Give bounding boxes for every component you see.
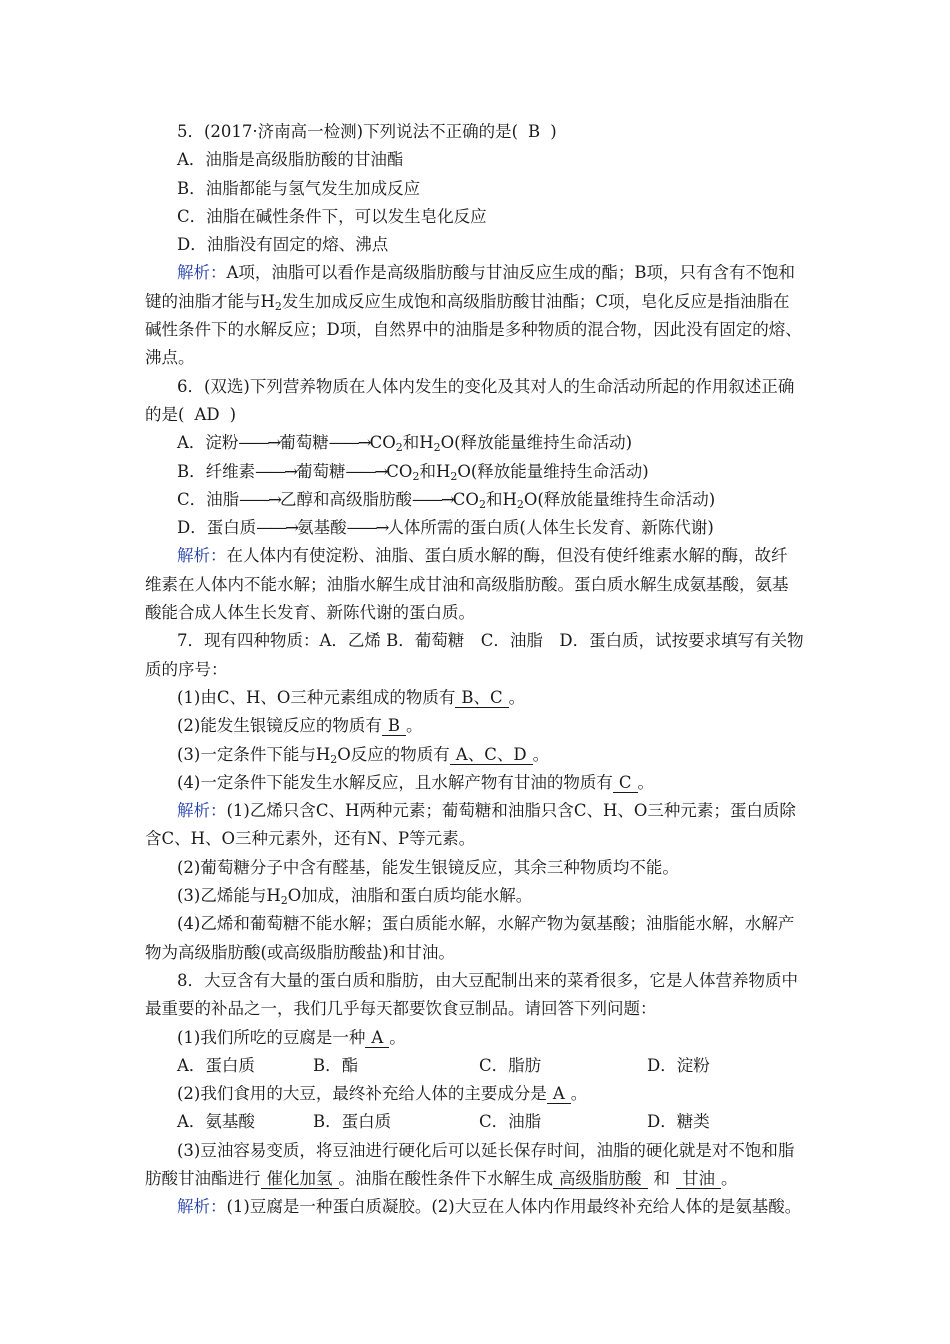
arrow-icon: ——→ bbox=[256, 518, 298, 538]
text: 。 bbox=[508, 687, 526, 707]
q8-answer-1: A bbox=[365, 1029, 389, 1048]
explanation-label: 解析： bbox=[177, 1197, 227, 1217]
q8-options-1 bbox=[145, 1052, 825, 1080]
q8-option-d: D．淀粉 bbox=[647, 1055, 710, 1075]
text: O反应的物质有 bbox=[337, 744, 450, 764]
q6-explanation-line: 维素在人体内不能水解；油脂水解生成甘油和高级脂肪酸。蛋白质水解生成氨基酸，氨基 bbox=[145, 574, 789, 594]
q8-part-3: (3)豆油容易变质，将豆油进行硬化后可以延长保存时间，油脂的硬化就是对不饱和脂 bbox=[177, 1140, 795, 1160]
text: A．淀粉 bbox=[177, 433, 239, 453]
text: 人体所需的蛋白质(人体生长发育、新陈代谢) bbox=[387, 518, 714, 538]
q8-options-2 bbox=[145, 1108, 825, 1136]
explanation-text: (1)豆腐是一种蛋白质凝胶。(2)大豆在人体内作用最终补充给人体的是氨基酸。 bbox=[226, 1197, 802, 1217]
text: (3)乙烯能与H bbox=[177, 886, 281, 906]
text: O(释放能量维持生命活动) bbox=[523, 489, 716, 509]
q8-answer-3a: 催化加氢 bbox=[261, 1170, 339, 1189]
text: 葡萄糖 bbox=[295, 461, 346, 481]
q7-explanation-line: (4)乙烯和葡萄糖不能水解；蛋白质能水解，水解产物为氨基酸；油脂能水解，水解产 bbox=[177, 914, 795, 934]
q7-explanation-line: 物为高级脂肪酸(或高级脂肪酸盐)和甘油。 bbox=[145, 942, 455, 962]
q7-stem-line: 质的序号： bbox=[145, 659, 228, 679]
subscript: 2 bbox=[280, 894, 288, 908]
arrow-icon: ——→ bbox=[238, 433, 280, 453]
q5-option-a: A．油脂是高级脂肪酸的甘油酯 bbox=[177, 150, 404, 170]
q5-option-c: C．油脂在碱性条件下，可以发生皂化反应 bbox=[177, 206, 487, 226]
arrow-icon: ——→ bbox=[239, 489, 280, 509]
text: 。 bbox=[532, 744, 550, 764]
q5-explanation-line: 碱性条件下的水解反应；D项，自然界中的油脂是多种物质的混合物，因此没有固定的熔、 bbox=[145, 320, 802, 340]
explanation-label: 解析： bbox=[177, 801, 227, 821]
q5-option-d: D．油脂没有固定的熔、沸点 bbox=[177, 235, 389, 255]
q7-explanation-line: 含C、H、O三种元素外，还有N、P等元素。 bbox=[145, 829, 476, 849]
q8-answer-3c: 甘油 bbox=[676, 1170, 721, 1189]
text: 。 bbox=[570, 1084, 588, 1104]
text: CO bbox=[369, 433, 396, 453]
q5-stem-text: 5．(2017·济南高一检测)下列说法不正确的是( bbox=[177, 122, 519, 141]
arrow-icon: ——→ bbox=[345, 461, 387, 481]
q8-option-b: B．蛋白质 bbox=[313, 1112, 392, 1132]
subscript: 2 bbox=[412, 469, 420, 483]
q8-answer-2: A bbox=[547, 1085, 571, 1104]
q7-explanation bbox=[145, 797, 825, 825]
text: 。油脂在酸性条件下水解生成 bbox=[338, 1168, 553, 1188]
q7-answer-2: B bbox=[382, 717, 406, 736]
q7-stem: 7．现有四种物质：A．乙烯 B．葡萄糖 C．油脂 D．蛋白质，试按要求填写有关物 bbox=[177, 631, 804, 651]
arrow-icon: ——→ bbox=[328, 433, 370, 453]
explanation-text: A项，油脂可以看作是高级脂肪酸与甘油反应生成的酯；B项，只有含有不饱和 bbox=[226, 263, 796, 283]
text: 发生加成反应生成饱和高级脂肪酸甘油酯；C项，皂化反应是指油脂在 bbox=[281, 291, 790, 311]
text: ) bbox=[229, 404, 237, 424]
subscript: 2 bbox=[478, 497, 486, 511]
text: (1)我们所吃的豆腐是一种 bbox=[177, 1027, 366, 1047]
subscript: 2 bbox=[450, 469, 458, 483]
explanation-text: (1)乙烯只含C、H两种元素；葡萄糖和油脂只含C、H、O三种元素；蛋白质除 bbox=[226, 801, 796, 821]
q8-option-a: A．氨基酸 bbox=[177, 1112, 255, 1132]
text: 葡萄糖 bbox=[279, 433, 329, 453]
q7-part-1 bbox=[145, 684, 825, 712]
q6-option-d bbox=[145, 514, 825, 542]
text: D．蛋白质 bbox=[177, 518, 257, 538]
text: (2)我们食用的大豆，最终补充给人体的主要成分是 bbox=[177, 1084, 547, 1104]
subscript: 2 bbox=[395, 441, 403, 455]
document-content bbox=[145, 118, 825, 1222]
text: (4)一定条件下能发生水解反应，且水解产物有甘油的物质有 bbox=[177, 772, 613, 792]
text: O(释放能量维持生命活动) bbox=[457, 461, 649, 481]
q6-stem-line bbox=[145, 401, 825, 429]
text: 肪酸甘油酯进行 bbox=[145, 1168, 261, 1188]
q8-part-1 bbox=[145, 1024, 825, 1052]
subscript: 2 bbox=[433, 441, 441, 455]
q5-explanation bbox=[145, 259, 825, 287]
text: 。 bbox=[389, 1027, 406, 1047]
q6-option-b bbox=[145, 458, 825, 486]
subscript: 2 bbox=[516, 497, 524, 511]
q5-explanation-line bbox=[145, 288, 825, 316]
q7-explanation-line: (2)葡萄糖分子中含有醛基，能发生银镜反应，其余三种物质均不能。 bbox=[177, 857, 679, 877]
q7-part-2 bbox=[145, 712, 825, 740]
q7-part-4 bbox=[145, 769, 825, 797]
q8-option-c: C．油脂 bbox=[479, 1112, 542, 1132]
q8-stem-line: 最重要的补品之一，我们几乎每天都要饮食豆制品。请回答下列问题： bbox=[145, 999, 657, 1019]
q7-part-3 bbox=[145, 741, 825, 769]
q5-stem bbox=[145, 118, 825, 146]
q5-option-b: B．油脂都能与氢气发生加成反应 bbox=[177, 178, 421, 198]
q8-part-3-line bbox=[145, 1165, 825, 1193]
text: CO bbox=[452, 489, 479, 509]
text: 和 bbox=[653, 1168, 670, 1188]
text: 乙醇和高级脂肪酸 bbox=[279, 489, 412, 509]
text: (2)能发生银镜反应的物质有 bbox=[177, 716, 382, 736]
text: 。 bbox=[406, 716, 423, 736]
text: 的是( bbox=[145, 404, 185, 424]
q5-close: ) bbox=[550, 122, 557, 141]
subscript: 2 bbox=[274, 299, 282, 313]
q8-explanation bbox=[145, 1193, 825, 1221]
q8-option-d: D．糖类 bbox=[647, 1112, 710, 1132]
q7-answer-4: C bbox=[613, 774, 638, 793]
q7-explanation-line bbox=[145, 882, 825, 910]
text: O(释放能量维持生命活动) bbox=[440, 433, 633, 453]
explanation-text: 在人体内有使淀粉、油脂、蛋白质水解的酶，但没有使纤维素水解的酶，故纤 bbox=[226, 546, 788, 566]
text: 和H bbox=[402, 433, 434, 453]
text: B．纤维素 bbox=[177, 461, 256, 481]
text: C．油脂 bbox=[177, 489, 240, 509]
subscript: 2 bbox=[330, 752, 338, 766]
q5-explanation-line: 沸点。 bbox=[145, 348, 195, 368]
text: 和H bbox=[419, 461, 451, 481]
text: (3)一定条件下能与H bbox=[177, 744, 331, 764]
q6-explanation-line: 酸能合成人体生长发育、新陈代谢的蛋白质。 bbox=[145, 603, 475, 623]
text: 和H bbox=[485, 489, 517, 509]
q6-option-c bbox=[145, 486, 825, 514]
q6-stem: 6．(双选)下列营养物质在人体内发生的变化及其对人的生命活动所起的作用叙述正确 bbox=[177, 376, 795, 396]
q8-part-2 bbox=[145, 1080, 825, 1108]
q5-answer: B bbox=[528, 122, 541, 141]
q7-answer-3: A、C、D bbox=[450, 746, 533, 765]
arrow-icon: ——→ bbox=[411, 489, 453, 509]
q6-answer: AD bbox=[194, 404, 220, 424]
text: O加成，油脂和蛋白质均能水解。 bbox=[287, 886, 533, 906]
arrow-icon: ——→ bbox=[346, 518, 388, 538]
text: 键的油脂才能与H bbox=[145, 291, 275, 311]
text: 。 bbox=[637, 772, 654, 792]
q6-explanation bbox=[145, 542, 825, 570]
text: 氨基酸 bbox=[297, 518, 347, 538]
q8-stem: 8．大豆含有大量的蛋白质和脂肪，由大豆配制出来的菜肴很多，它是人体营养物质中 bbox=[177, 970, 798, 990]
text: 。 bbox=[721, 1168, 738, 1188]
arrow-icon: ——→ bbox=[255, 461, 296, 481]
explanation-label: 解析： bbox=[177, 263, 227, 283]
q8-answer-3b: 高级脂肪酸 bbox=[553, 1170, 648, 1189]
text: CO bbox=[386, 461, 413, 481]
q8-option-a: A．蛋白质 bbox=[177, 1055, 255, 1075]
q7-answer-1: B、C bbox=[455, 689, 508, 708]
explanation-label: 解析： bbox=[177, 546, 227, 566]
q8-option-c: C．脂肪 bbox=[479, 1055, 542, 1075]
q6-option-a bbox=[145, 429, 825, 457]
text: (1)由C、H、O三种元素组成的物质有 bbox=[177, 687, 456, 707]
q8-option-b: B．酯 bbox=[313, 1055, 359, 1075]
